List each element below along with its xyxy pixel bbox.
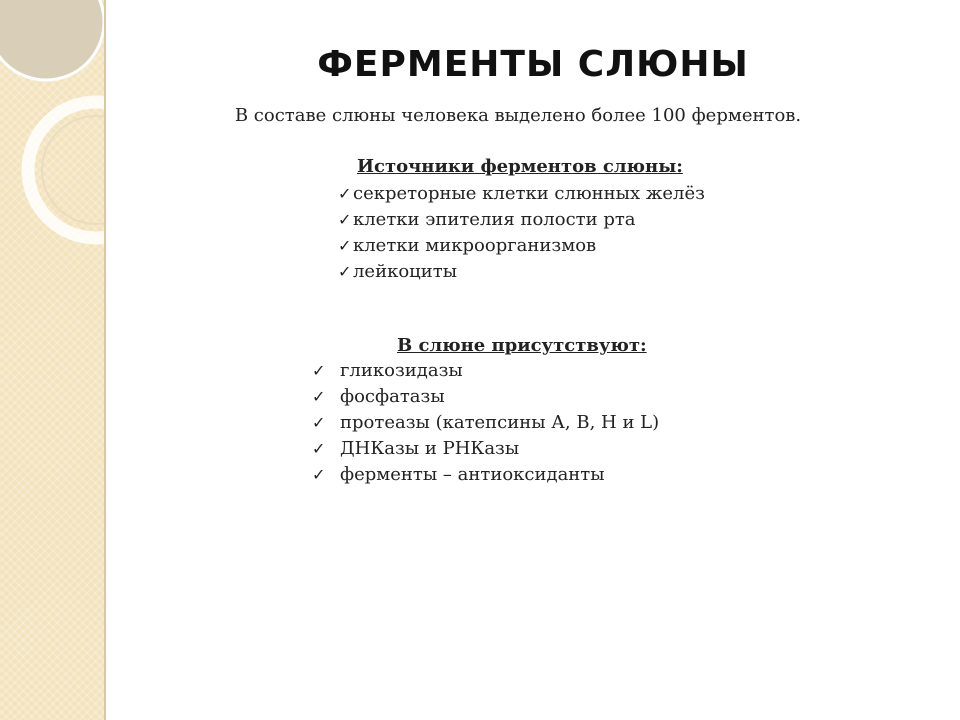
list-item: [338, 181, 705, 207]
list-item: [338, 259, 705, 285]
present-list: [312, 358, 659, 488]
list-item: [312, 436, 659, 462]
sources-heading: Источники ферментов слюны:: [357, 156, 683, 177]
check-icon: ✓: [338, 236, 352, 255]
check-icon: ✓: [338, 184, 352, 203]
list-item-text: клетки микроорганизмов: [353, 235, 597, 256]
list-item-text: гликозидазы: [340, 360, 463, 381]
check-icon: ✓: [338, 262, 352, 281]
list-item-text: фосфатазы: [340, 386, 445, 407]
list-item-text: ДНКазы и РНКазы: [340, 438, 520, 459]
check-icon: ✓: [312, 465, 326, 484]
list-item: [338, 207, 705, 233]
list-item: [338, 233, 705, 259]
check-icon: ✓: [312, 439, 326, 458]
list-item-text: клетки эпителия полости рта: [353, 209, 636, 230]
list-item: [312, 462, 659, 488]
decorative-ring-middle: [28, 102, 106, 238]
list-item-text: секреторные клетки слюнных желёз: [353, 183, 705, 204]
list-item: [312, 384, 659, 410]
present-heading: В слюне присутствуют:: [397, 335, 647, 356]
decorative-ring-top: [0, 0, 104, 80]
check-icon: ✓: [312, 387, 326, 406]
decorative-rings-graphic: [0, 0, 106, 720]
decorative-sidebar: [0, 0, 106, 720]
check-icon: ✓: [338, 210, 352, 229]
list-item-text: протеазы (катепсины А, В, Н и L): [340, 412, 660, 433]
check-icon: ✓: [312, 361, 326, 380]
list-item: [312, 358, 659, 384]
decorative-ring-inner: [42, 116, 106, 224]
sources-list: [338, 181, 705, 285]
intro-text: В составе слюны человека выделено более 100 ферментов.: [234, 105, 802, 126]
list-item: [312, 410, 659, 436]
list-item-text: лейкоциты: [353, 261, 458, 282]
slide-title: ФЕРМЕНТЫ СЛЮНЫ: [317, 44, 749, 85]
check-icon: ✓: [312, 413, 326, 432]
list-item-text: ферменты – антиоксиданты: [340, 464, 605, 485]
